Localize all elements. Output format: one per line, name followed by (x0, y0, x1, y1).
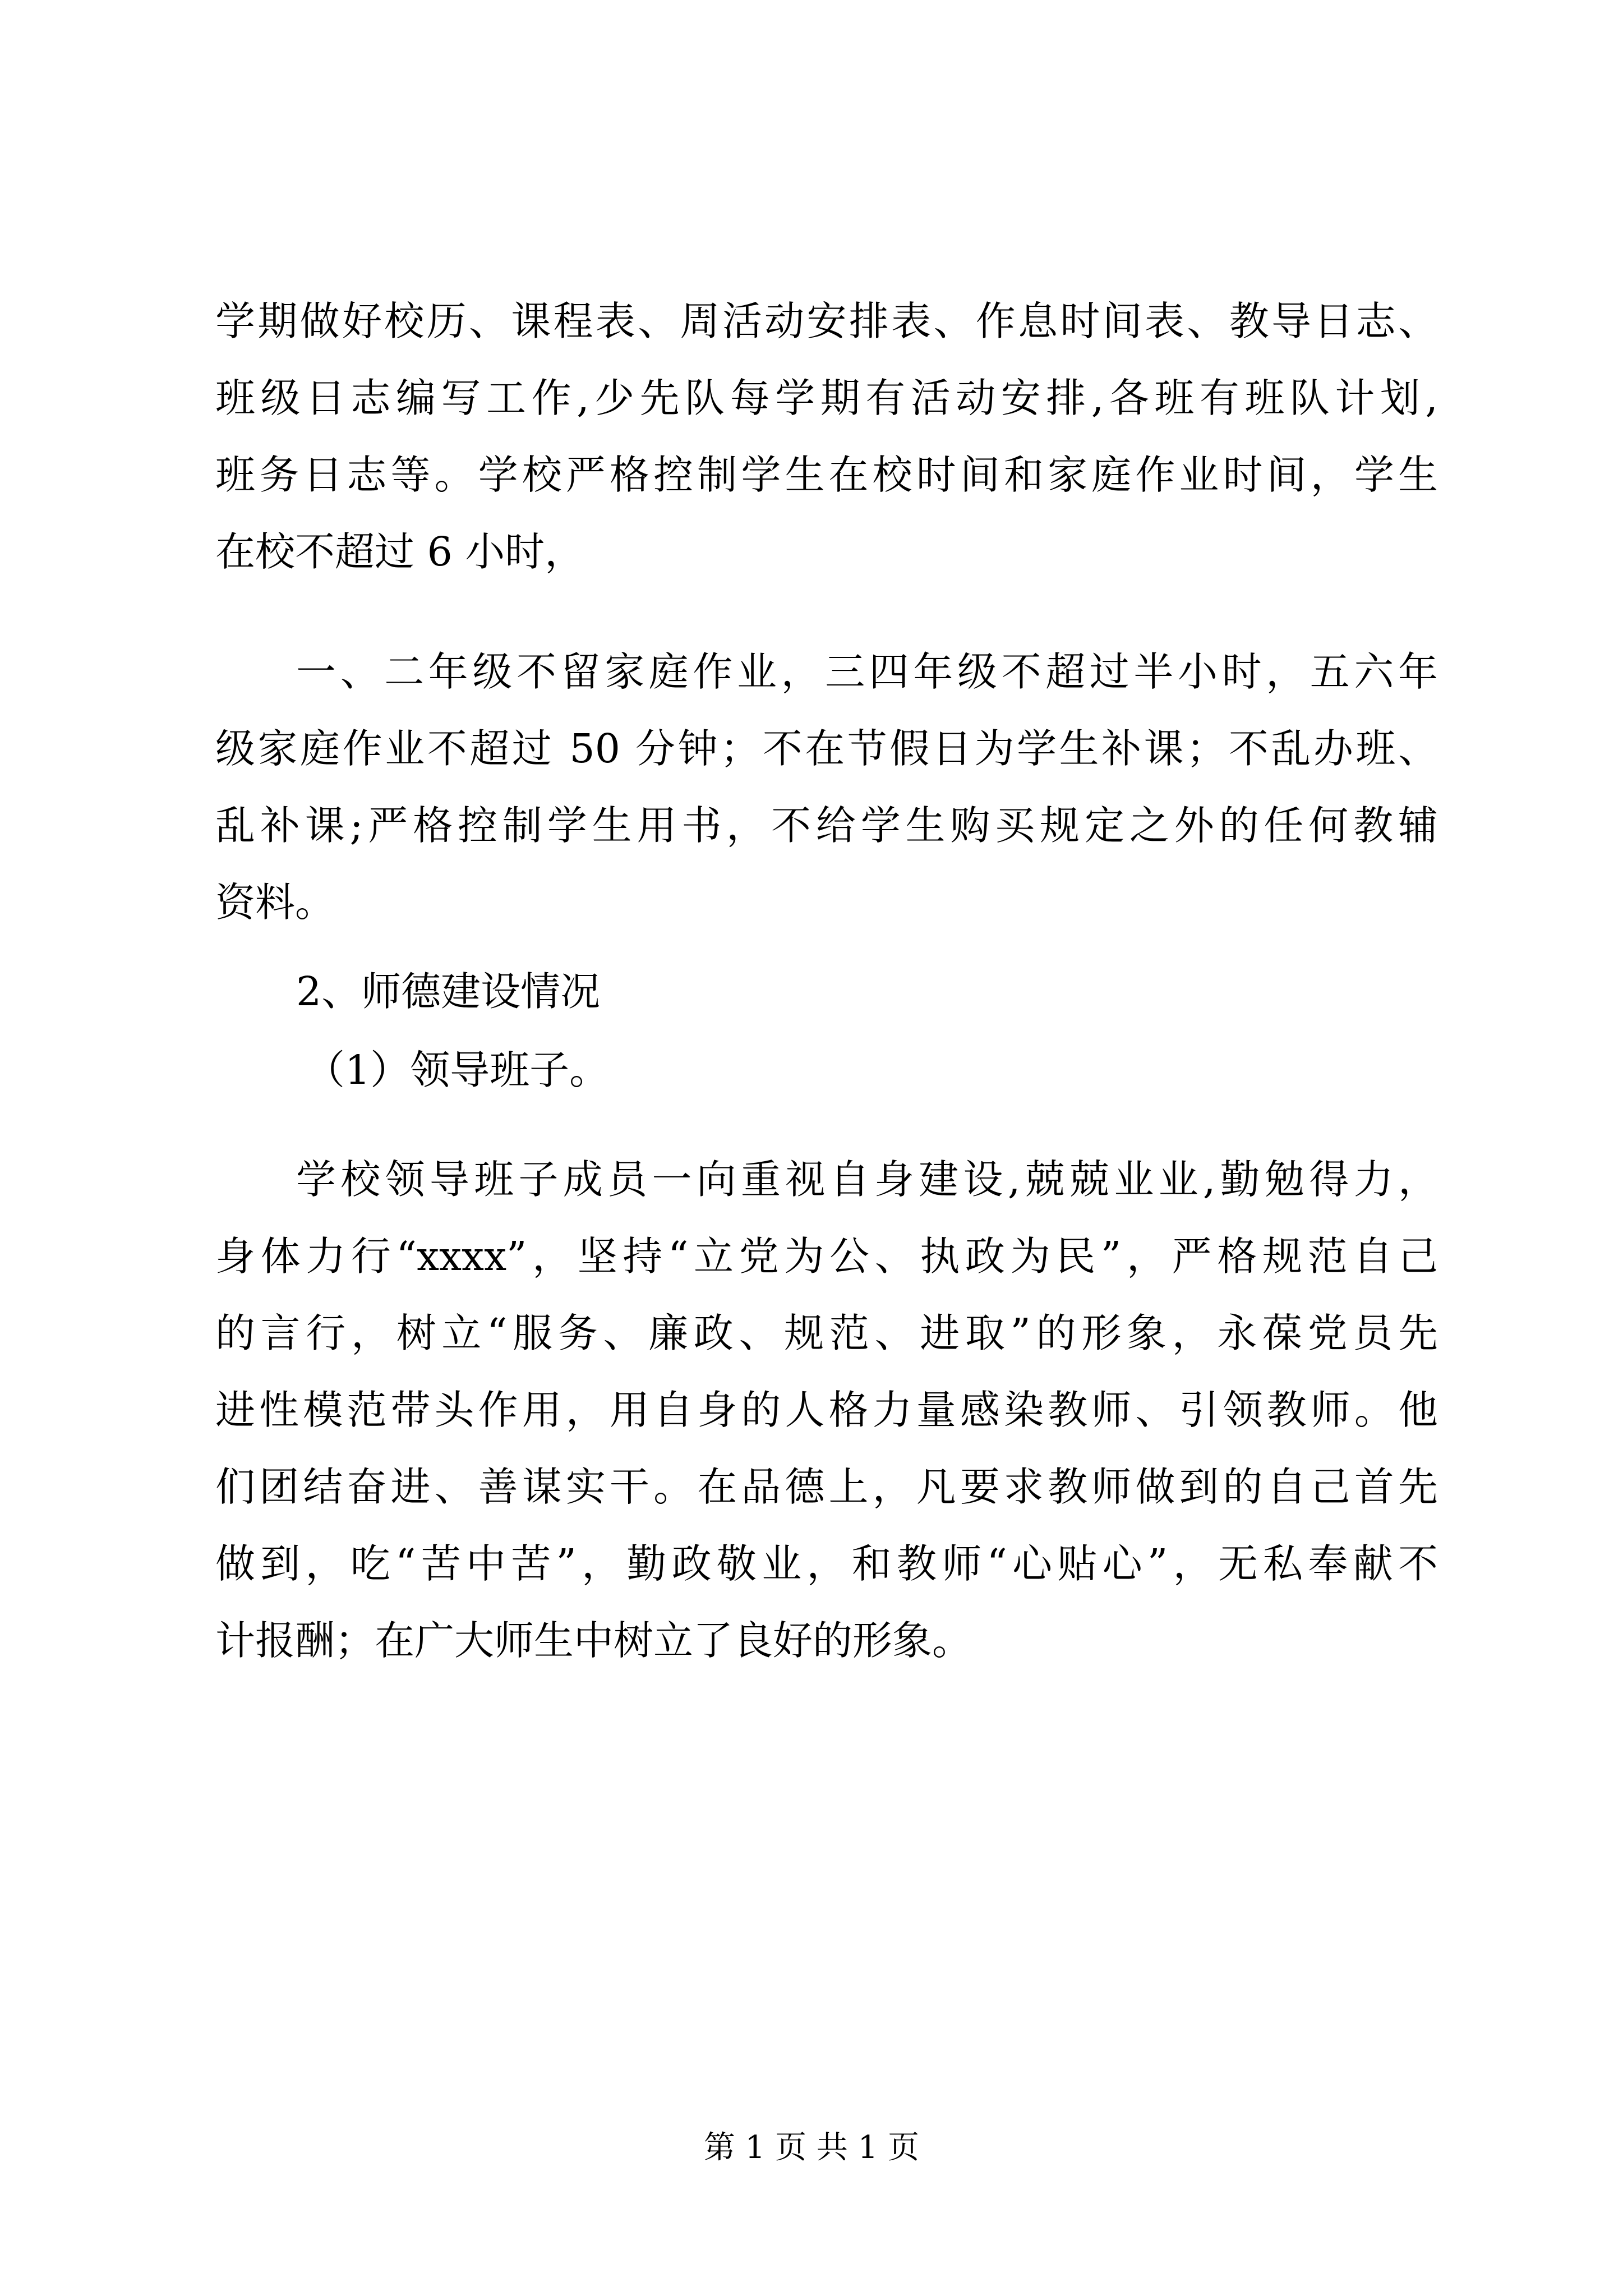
paragraph-line: 乱补课;严格控制学生用书，不给学生购买规定之外的任何教辅 (215, 802, 1438, 849)
paragraph-line: 学期做好校历、课程表、周活动安排表、作息时间表、教导日志、 (215, 298, 1438, 344)
paragraph-line: 学校领导班子成员一向重视自身建设,兢兢业业,勤勉得力， (296, 1156, 1438, 1203)
paragraph-line: 级家庭作业不超过 50 分钟；不在节假日为学生补课；不乱办班、 (215, 725, 1438, 772)
paragraph-line: 们团结奋进、善谋实干。在品德上，凡要求教师做到的自己首先 (215, 1464, 1438, 1510)
paragraph-line: 班级日志编写工作,少先队每学期有活动安排,各班有班队计划, (215, 375, 1438, 421)
paragraph-line: 的言行，树立“服务、廉政、规范、进取”的形象，永葆党员先 (215, 1310, 1438, 1356)
paragraph-line: 做到，吃“苦中苦”，勤政敬业，和教师“心贴心”，无私奉献不 (215, 1540, 1438, 1587)
paragraph-line: 进性模范带头作用，用自身的人格力量感染教师、引领教师。他 (215, 1387, 1438, 1433)
page-number-footer: 第 1 页 共 1 页 (703, 2129, 920, 2166)
paragraph-line: 在校不超过 6 小时， (215, 528, 585, 575)
paragraph-line: 身体力行“xxxx”，坚持“立党为公、执政为民”，严格规范自己 (215, 1233, 1438, 1280)
paragraph-line: 资料。 (215, 879, 335, 926)
subsection-heading: （1）领导班子。 (305, 1047, 610, 1093)
paragraph-line: 班务日志等。学校严格控制学生在校时间和家庭作业时间，学生 (215, 452, 1438, 498)
paragraph-line: 一、二年级不留家庭作业，三四年级不超过半小时，五六年 (296, 648, 1438, 695)
section-heading: 2、师德建设情况 (296, 968, 601, 1015)
paragraph-line: 计报酬；在广大师生中树立了良好的形象。 (215, 1617, 972, 1664)
